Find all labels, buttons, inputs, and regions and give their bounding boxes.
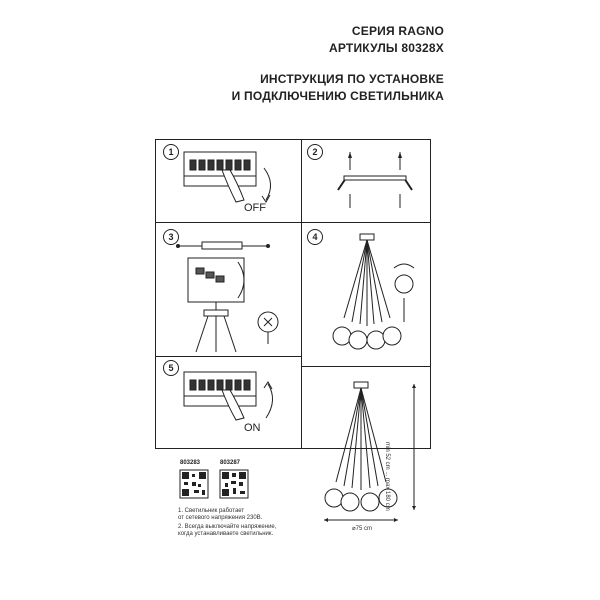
qr-code-icon-1[interactable] — [180, 470, 208, 498]
qr-code-label-2: 803287 — [220, 460, 241, 466]
note-2-line1: 2. Всегда выключайте напряжение, — [178, 524, 277, 530]
chandelier-dimensions-illustration — [318, 380, 428, 530]
qr-code-label-1: 803283 — [180, 460, 201, 466]
instruction-title-line1: ИНСТРУКЦИЯ ПО УСТАНОВКЕ — [260, 72, 444, 86]
articles-title: АРТИКУЛЫ 80328X — [329, 41, 444, 55]
on-label: ON — [244, 422, 261, 434]
height-dimension-label: min 52 cm ... max 180 cm — [384, 442, 390, 511]
step-number-1: 1 — [163, 144, 179, 160]
series-title: СЕРИЯ RAGNO — [351, 24, 444, 38]
off-label: OFF — [244, 202, 266, 214]
mounting-bracket-illustration — [330, 150, 420, 212]
grid-divider-vertical — [301, 139, 302, 449]
step-number-3: 3 — [163, 229, 179, 245]
grid-divider-row1 — [155, 222, 431, 223]
step-number-5: 5 — [163, 360, 179, 376]
grid-divider-row2-left — [155, 356, 301, 357]
note-1-line1: 1. Светильник работает — [178, 508, 245, 514]
diameter-label: ⌀75 cm — [352, 526, 372, 532]
breaker-panel-on-illustration — [180, 364, 280, 434]
grid-divider-row2-right — [301, 366, 431, 367]
step-number-4: 4 — [307, 229, 323, 245]
note-1-line2: от сетевого напряжения 230В. — [178, 515, 263, 521]
step-number-2: 2 — [307, 144, 323, 160]
install-wiring-illustration — [178, 240, 298, 352]
chandelier-assembly-illustration — [322, 232, 422, 360]
instruction-title-line2: И ПОДКЛЮЧЕНИЮ СВЕТИЛЬНИКА — [231, 89, 444, 103]
qr-code-icon-2[interactable] — [220, 470, 248, 498]
note-2-line2: когда устанавливаете светильник. — [178, 531, 274, 537]
